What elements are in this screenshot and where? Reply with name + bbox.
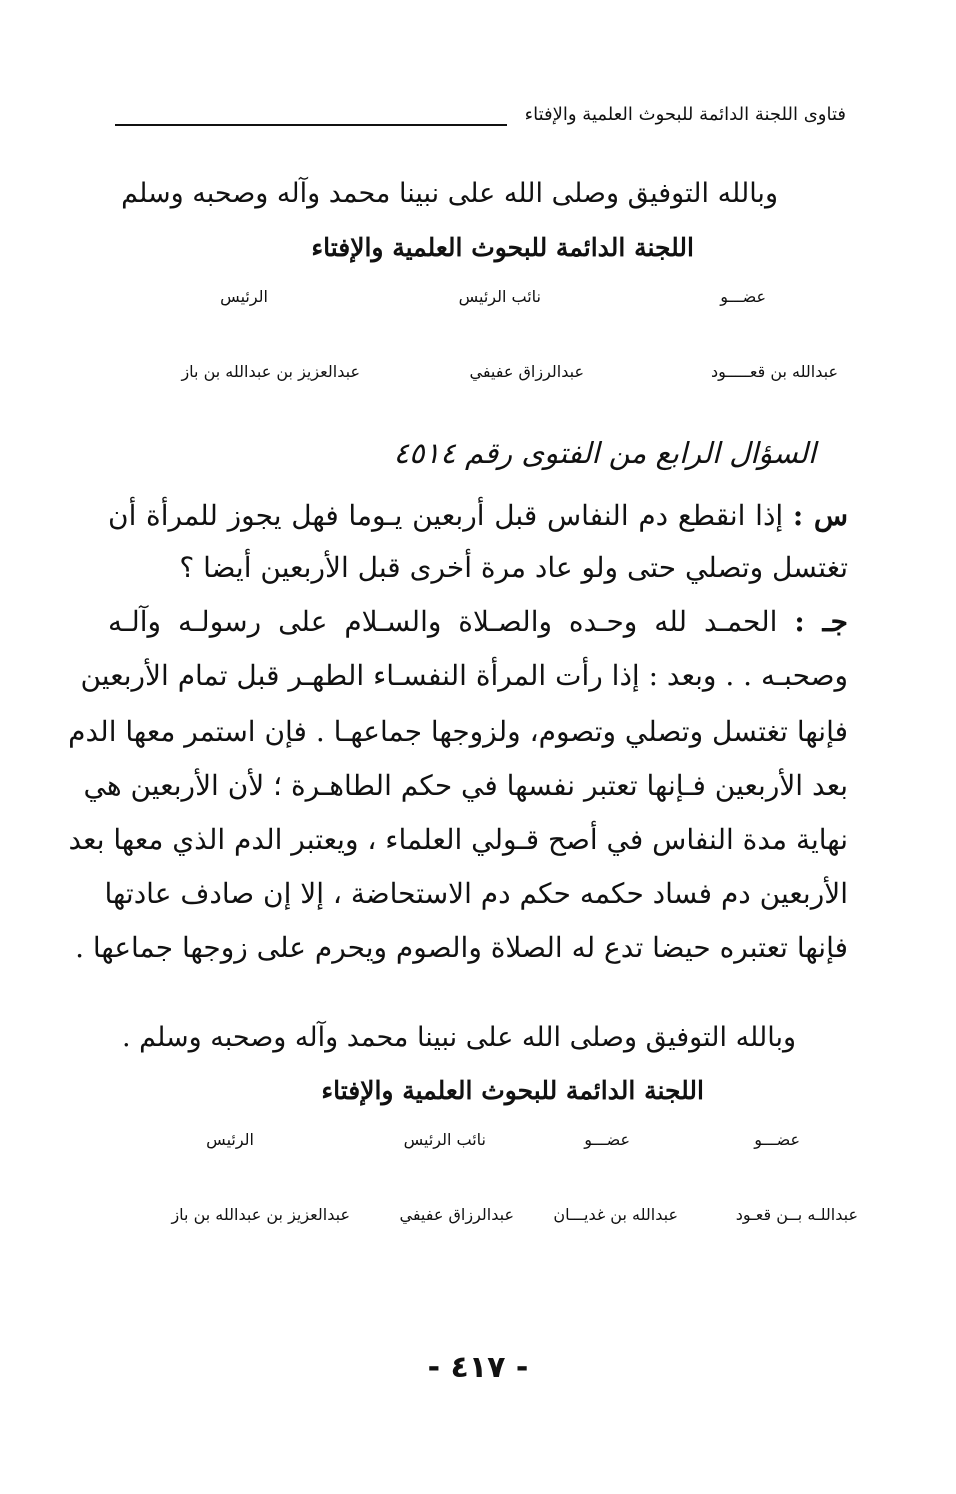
header-rule [115,124,507,126]
answer-line: الأربعين دم فساد حكمه حكم دم الاستحاضة ، إلا إن صادف عادتها [104,877,848,910]
page-number: - ٤١٧ - [427,1350,529,1385]
answer-line: نهاية مدة النفاس في أصح قـولي العلماء ، ويعتبر الدم الذي معها بعد [68,823,848,856]
answer-line: فإنها تغتسل وتصلي وتصوم، ولزوجها جماعهـا . فإن استمر معها الدم [68,715,848,748]
question-title: السؤال الرابع من الفتوى رقم ٤٥١٤ [393,436,816,470]
committee-name: اللجنة الدائمة للبحوث العلمية والإفتاء [321,1076,704,1105]
signatory-member: عبدالله بن غديـــان [553,1205,678,1224]
signatory-member: عبداللـه بــن قعـود [735,1205,858,1224]
closing-prayer: وبالله التوفيق وصلى الله على نبينا محمد وآله وصحبه وسلم [121,178,778,209]
running-header: فتاوى اللجنة الدائمة للبحوث العلمية والإفتاء [524,104,846,125]
question-line: تغتسل وتصلي حتى ولو عاد مرة أخرى قبل الأربعين أيضا ؟ [179,551,848,584]
committee-name: اللجنة الدائمة للبحوث العلمية والإفتاء [311,233,694,262]
question-label: س : [792,499,848,532]
closing-prayer: وبالله التوفيق وصلى الله على نبينا محمد وآله وصحبه وسلم . [121,1022,796,1053]
signatory-chairman: عبدالعزيز بن عبدالله بن باز [181,362,360,381]
role-member: عضـــو [584,1130,630,1149]
answer-line: فإنها تعتبره حيضا تدع له الصلاة والصوم ويحرم على زوجها جماعها . [75,931,848,964]
answer-line: وصحبـه . . وبعد : إذا رأت المرأة النفسـاء الطهـر قبل تمام الأربعين [80,659,848,692]
role-deputy-chairman: نائب الرئيس [403,1130,486,1149]
signatory-member: عبدالله بن قعـــــود [711,362,838,381]
role-chairman: الرئيس [220,287,268,306]
question-line [108,496,848,536]
role-member: عضـــو [720,287,766,306]
answer-line: بعد الأربعين فـإنها تعتبر نفسها في حكم الطاهـرة ؛ لأن الأربعين هي [83,769,848,802]
answer-text: الحمـد لله وحـده والصـلاة والسـلام على رسولـه وآلـه [108,605,778,638]
question-text: إذا انقطع دم النفاس قبل أربعين يـوما فهل يجوز للمرأة أن [108,499,784,532]
answer-line [108,602,848,642]
answer-label: جـ : [794,605,848,638]
role-chairman: الرئيس [206,1130,254,1149]
signatory-deputy-chairman: عبدالرزاق عفيفي [469,362,584,381]
role-member: عضـــو [754,1130,800,1149]
role-deputy-chairman: نائب الرئيس [458,287,541,306]
signatory-deputy-chairman: عبدالرزاق عفيفي [399,1205,514,1224]
signatory-chairman: عبدالعزيز بن عبدالله بن باز [171,1205,350,1224]
